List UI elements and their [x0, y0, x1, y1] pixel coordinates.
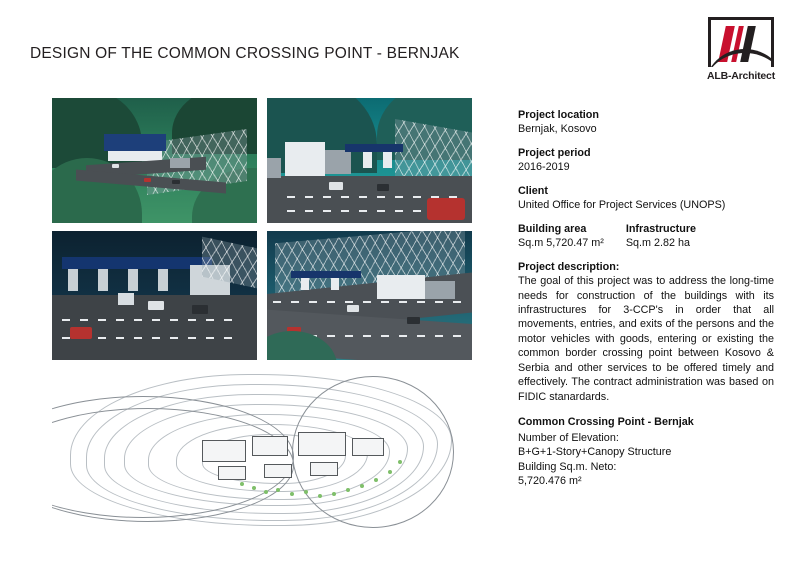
project-info-panel	[518, 108, 774, 488]
section-title: Common Crossing Point - Bernjak	[518, 416, 694, 429]
render-image-4	[267, 231, 472, 360]
building-area-label: Building area	[518, 222, 587, 235]
logo-text: ALB-Architect	[707, 70, 775, 82]
info-block-areas	[518, 222, 774, 251]
logo-mark-icon	[708, 17, 774, 67]
render-image-1	[52, 98, 257, 223]
info-block-period	[518, 146, 774, 175]
description-label: Project description:	[518, 260, 620, 273]
location-label: Project location	[518, 109, 599, 121]
neto-label: Building Sq.m. Neto:	[518, 460, 617, 473]
elevation-label: Number of Elevation:	[518, 431, 619, 444]
infrastructure-value: Sq.m 2.82 ha	[625, 237, 691, 250]
elevation-value: B+G+1-Story+Canopy Structure	[518, 446, 672, 459]
period-label: Project period	[518, 146, 591, 159]
info-block-location	[518, 108, 774, 137]
neto-value: 5,720.476 m²	[518, 474, 582, 487]
site-plan-drawing	[52, 366, 472, 531]
description-text: The goal of this project was to address the long-time needs for construction of the buildings with its infrastructures for 3-CCP's in order that all movements, entries, and exits of the persons and the motor vehicles with goods, entering or existing the common border crossing point between Kosovo & Serbia and other services to be offered timely and effectively. The contract administration was based on FIDIC stanardards.	[518, 275, 774, 403]
infrastructure-label: Infrastructure	[625, 222, 697, 235]
page-title: DESIGN OF THE COMMON CROSSING POINT - BERNJAK	[30, 45, 460, 62]
render-gallery	[52, 98, 472, 360]
location-value: Bernjak, Kosovo	[518, 123, 597, 136]
client-label: Client	[518, 184, 548, 197]
info-block-client	[518, 184, 774, 213]
period-value: 2016-2019	[518, 161, 570, 174]
client-value: United Office for Project Services (UNOPS)	[518, 199, 726, 212]
brand-logo	[702, 17, 780, 89]
building-area-value: Sq.m 5,720.47 m²	[518, 237, 604, 250]
info-block-description	[518, 260, 774, 405]
render-image-3	[52, 231, 257, 360]
render-image-2	[267, 98, 472, 223]
infrastructure-group	[626, 222, 696, 251]
building-area-group	[518, 222, 604, 251]
